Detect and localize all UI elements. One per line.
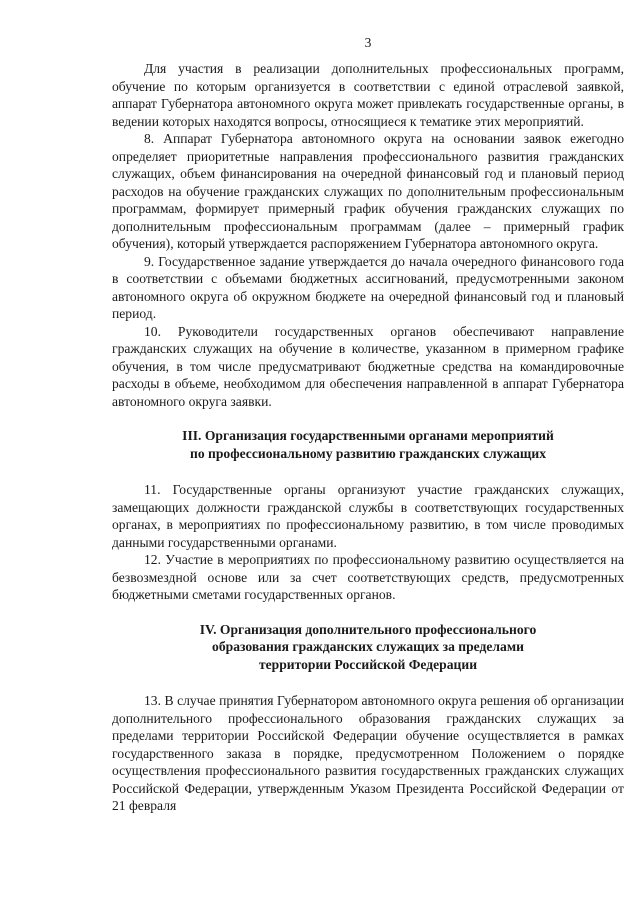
spacer: [112, 604, 624, 621]
paragraph-10: 10. Руководители государственных органов обеспечивают направление гражданских служащих на обучение в количестве, указанном в примерном графике обучения, в том числе предусматривают бюджетные средства на командировочные расходы в объеме, необходимом для обеспечения направленной в аппарат Губернатора автономного округа заявки.: [112, 323, 624, 409]
section-3-heading-line-2: по профессиональному развитию гражданских служащих: [189, 445, 547, 461]
section-4-heading-line-2: образования гражданских служащих за пределами: [212, 639, 524, 654]
paragraph-participation: Для участия в реализации дополнительных профессиональных программ, обучение по которым организуется в соответствии с единой отраслевой заявкой, аппарат Губернатора автономного округа может привлекать государственные органы, в ведении которых находятся вопросы, относящиеся к тематике этих мероприятий.: [112, 61, 624, 129]
section-3-heading-line-1: III. Организация государственными органами мероприятий: [182, 428, 554, 443]
section-4-heading: [112, 621, 624, 674]
section-3-heading: [112, 427, 624, 462]
paragraph-13: 13. В случае принятия Губернатором автономного округа решения об организации дополнительного профессионального образования гражданских служащих за пределами территории Российской Федерации обучение осуществляется в рамках государственного заказа в порядке, предусмотренном Положением о порядке осуществления профессионального развития государственных гражданских служащих Российской Федерации, утвержденным Указом Президента Российской Федерации от 21 февраля: [112, 693, 624, 813]
paragraph-12: 12. Участие в мероприятиях по профессиональному развитию осуществляется на безвозмездной основе или за счет соответствующих средств, предусмотренных бюджетными сметами государственных органов.: [112, 552, 624, 602]
paragraph-8: 8. Аппарат Губернатора автономного округа на основании заявок ежегодно определяет приоритетные направления профессионального развития гражданских служащих, объем финансирования на очередной финансовый год и плановый период расходов на обучение гражданских служащих по дополнительным профессиональным программам, формирует примерный график обучения гражданских служащих по дополнительным профессиональным программам (далее – примерный график обучения), который утверждается распоряжением Губернатора автономного округа.: [112, 131, 624, 251]
paragraph-11: 11. Государственные органы организуют участие гражданских служащих, замещающих должности гражданской службы в соответствующих государственных органах, в мероприятиях по профессиональному развитию, в том числе проводимых данными государственными органами.: [112, 482, 624, 550]
spacer: [112, 462, 624, 481]
section-4-heading-line-1: IV. Организация дополнительного профессионального: [199, 621, 537, 637]
paragraph-9: 9. Государственное задание утверждается до начала очередного финансового года в соответствии с объемами бюджетных ассигнований, предусмотренными законом автономного округа об окружном бюджете на очередной финансовый год и плановый период.: [112, 253, 624, 321]
spacer: [112, 673, 624, 692]
spacer: [112, 410, 624, 427]
section-4-heading-line-3: территории Российской Федерации: [258, 656, 478, 672]
page-number: 3: [364, 35, 372, 50]
